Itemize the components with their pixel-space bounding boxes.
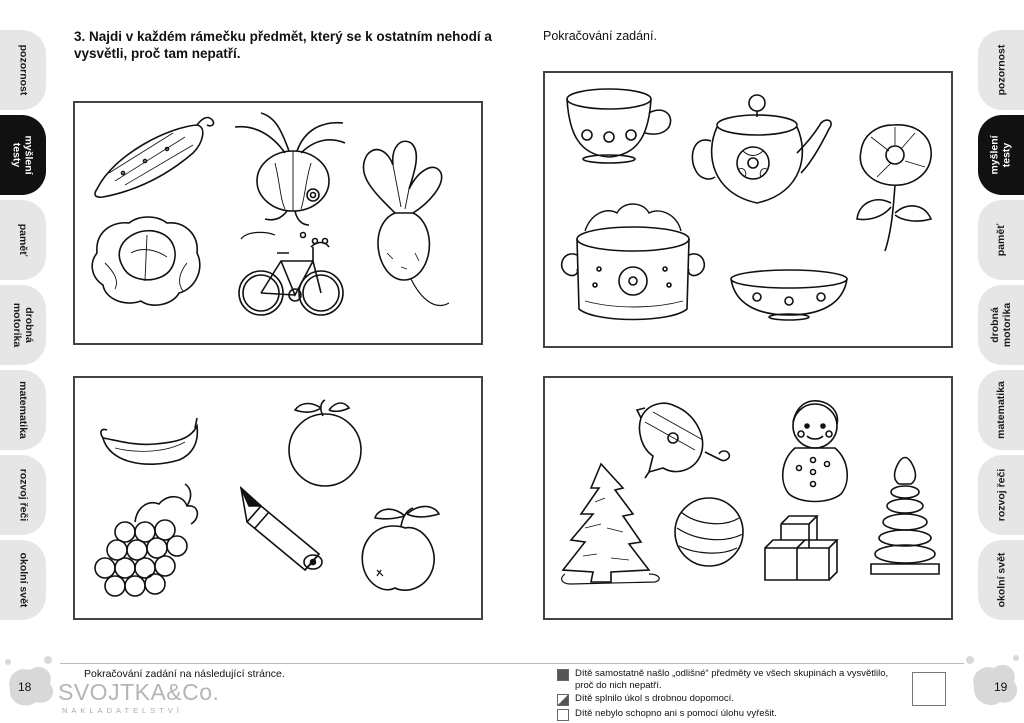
legend-half-box[interactable] — [557, 694, 569, 706]
task-heading: 3. Najdi v každém rámečku předmět, který se k ostatním nehodí a vysvětli, proč tam nepatří. — [74, 29, 492, 61]
onion-icon[interactable] — [235, 113, 345, 225]
panel-vegetables — [73, 101, 483, 345]
teapot-icon[interactable] — [692, 95, 831, 203]
legend-item — [557, 693, 897, 706]
tab-label: drobná motorika — [11, 302, 35, 348]
tab-label: pozornost — [17, 44, 29, 96]
ball-icon[interactable] — [675, 498, 743, 566]
legend-empty-box[interactable] — [557, 709, 569, 721]
tab-label: rozvoj řeči — [17, 468, 29, 522]
cup-icon[interactable] — [567, 89, 671, 163]
tab-matematika[interactable] — [0, 370, 46, 450]
legend-text: Dítě samostatně našlo „odlišné“ předměty ve všech skupinách a vysvětlilo, proč do nich nepatří. — [575, 668, 889, 691]
tab-label: pozornost — [995, 44, 1007, 96]
tab-label: matematika — [995, 381, 1007, 439]
tab-label: myšlení testy — [10, 135, 35, 175]
pot-icon[interactable] — [562, 204, 705, 320]
publisher-logo: SVOJTKA&Co. — [58, 679, 220, 705]
banana-icon[interactable] — [101, 418, 197, 464]
right-tab-column — [978, 30, 1024, 625]
legend-item — [557, 708, 897, 721]
tab-pozornost[interactable] — [0, 30, 46, 110]
tab-label: paměť — [17, 223, 29, 257]
left-tab-column — [0, 30, 46, 625]
tab-label: paměť — [995, 223, 1007, 257]
grapes-icon[interactable] — [95, 484, 197, 596]
radish-icon[interactable] — [363, 141, 449, 305]
left-page-number: 18 — [18, 680, 32, 694]
tab-label: myšlení testy — [988, 135, 1013, 175]
tab-drobna-motorika[interactable] — [978, 285, 1024, 365]
legend-item — [557, 668, 897, 691]
orange-icon[interactable] — [289, 400, 361, 486]
bicycle-icon[interactable] — [239, 232, 343, 315]
footer-divider — [60, 663, 964, 664]
roly-poly-doll-icon[interactable] — [783, 401, 848, 502]
cabbage-icon[interactable] — [92, 217, 200, 305]
tab-label: okolní svět — [995, 552, 1008, 608]
tab-okolni-svet[interactable] — [978, 540, 1024, 620]
christmas-tree-icon[interactable] — [562, 464, 660, 584]
tab-okolni-svet[interactable] — [0, 540, 46, 620]
carnation-icon[interactable] — [857, 125, 931, 251]
tab-matematika[interactable] — [978, 370, 1024, 450]
apple-icon[interactable] — [362, 506, 439, 590]
cucumber-icon[interactable] — [95, 118, 214, 198]
continuation-note: Pokračování zadání. — [543, 29, 657, 43]
tab-pamet[interactable] — [978, 200, 1024, 280]
tab-drobna-motorika[interactable] — [0, 285, 46, 365]
tab-label: matematika — [17, 381, 29, 439]
evaluation-checkbox[interactable] — [912, 672, 946, 706]
tab-pozornost[interactable] — [978, 30, 1024, 110]
blocks-icon[interactable] — [765, 516, 837, 580]
right-page-number: 19 — [994, 680, 1008, 694]
tab-rozvoj-reci[interactable] — [978, 455, 1024, 535]
spinning-top-icon[interactable] — [637, 403, 729, 478]
evaluation-legend — [557, 668, 897, 723]
tab-rozvoj-reci[interactable] — [0, 455, 46, 535]
tab-mysleni-testy[interactable] — [0, 115, 46, 195]
tab-label: okolní svět — [17, 552, 30, 608]
panel-toys — [543, 376, 953, 620]
splash-right-icon — [960, 648, 1024, 710]
tab-label: rozvoj řeči — [995, 468, 1007, 522]
panel-kitchenware — [543, 71, 953, 348]
pyramid-toy-icon[interactable] — [871, 458, 939, 575]
tab-mysleni-testy[interactable] — [978, 115, 1024, 195]
bowl-icon[interactable] — [731, 270, 847, 320]
splash-left-icon — [0, 648, 60, 710]
publisher-logo-subtitle: NAKLADATELSTVÍ — [62, 706, 183, 715]
legend-full-box[interactable] — [557, 669, 569, 681]
panel-fruits — [73, 376, 483, 620]
pencil-icon[interactable] — [241, 488, 322, 570]
legend-text: Dítě nebylo schopno ani s pomocí úlohu vyřešit. — [575, 708, 777, 719]
legend-text: Dítě splnilo úkol s drobnou dopomocí. — [575, 693, 734, 704]
tab-label: drobná motorika — [989, 302, 1013, 348]
tab-pamet[interactable] — [0, 200, 46, 280]
footer-note: Pokračování zadání na následující stránce. — [84, 668, 285, 680]
